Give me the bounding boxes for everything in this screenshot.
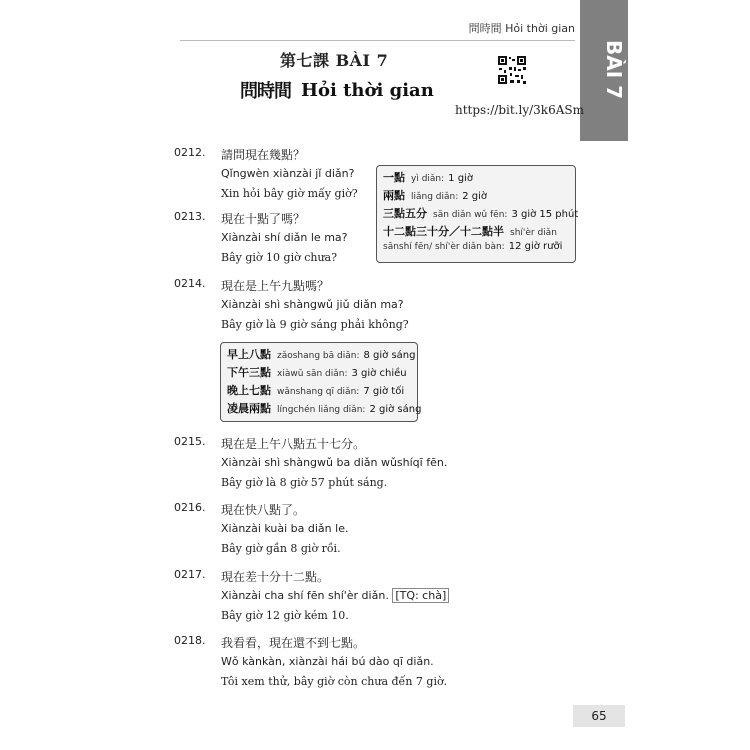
vocab-chinese: 十二點三十分／十二點半 [383, 225, 504, 238]
vocab-chinese: 兩點 [383, 189, 405, 202]
entry-chinese: 現在是上午八點五十七分。 [221, 437, 366, 451]
page-number: 65 [573, 705, 625, 727]
header-divider [180, 40, 575, 41]
qr-code-icon[interactable] [497, 55, 527, 85]
entry-pinyin: Xiànzài kuài ba diǎn le. [221, 522, 349, 535]
vocab-pinyin: língchén liǎng diǎn: [277, 405, 366, 415]
vocab-vietnamese: 7 giờ tối [363, 386, 405, 397]
vocab-vietnamese: 2 giờ [462, 191, 488, 202]
entry-pinyin-text: Xiànzài cha shí fēn shí'èr diǎn. [221, 589, 389, 602]
entry-chinese: 現在十點了嗎？ [221, 212, 306, 226]
vocab-row [227, 382, 411, 400]
vocab-vietnamese: 2 giờ sáng [369, 404, 422, 415]
entry-number: 0212. [174, 146, 206, 159]
entry-vietnamese: Bây giờ gần 8 giờ rồi. [221, 542, 341, 555]
entry-pinyin: Xiànzài shí diǎn le ma? [221, 231, 348, 244]
vocab-pinyin: sānshí fēn/ shí'èr diǎn bàn: [383, 242, 505, 252]
vocab-chinese: 凌晨兩點 [227, 402, 271, 415]
lesson-audio-link[interactable]: https://bit.ly/3k6ASm [455, 103, 584, 117]
entry-chinese: 現在是上午九點嗎？ [221, 279, 330, 293]
entry-number: 0217. [174, 568, 206, 581]
vocab-pinyin: liǎng diǎn: [411, 192, 459, 202]
vocab-row [227, 364, 411, 382]
vocab-pinyin: wǎnshang qī diǎn: [277, 387, 360, 397]
vocab-pinyin: shí'èr diǎn [510, 228, 557, 238]
entry-chinese: 請問現在幾點？ [221, 148, 306, 162]
side-tab-label: BÀI 7 [602, 40, 626, 100]
entry-pinyin: Xiànzài shì shàngwǔ jiǔ diǎn ma? [221, 298, 404, 311]
lesson-title [240, 77, 434, 103]
taiwan-pronunciation-note: [TQ: chà] [392, 588, 449, 603]
lesson-title-chinese: 問時間 [240, 81, 291, 102]
vocab-pinyin: zǎoshang bā diǎn: [277, 351, 360, 361]
vocab-row [227, 346, 416, 364]
vocabulary-box [376, 165, 579, 263]
vocab-row [383, 205, 579, 223]
lesson-title-vietnamese: Hỏi thời gian [301, 79, 434, 101]
entry-chinese: 我看看，現在還不到七點。 [221, 636, 366, 650]
entry-vietnamese: Bây giờ là 9 giờ sáng phải không? [221, 318, 409, 331]
entry-vietnamese: Bây giờ 12 giờ kém 10. [221, 609, 349, 622]
vocab-row [383, 241, 569, 259]
entry-pinyin: Qǐngwèn xiànzài jǐ diǎn? [221, 167, 355, 180]
entry-number: 0213. [174, 210, 206, 223]
vocab-chinese: 一點 [383, 171, 405, 184]
entry-vietnamese: Bây giờ là 8 giờ 57 phút sáng. [221, 476, 388, 489]
vocab-pinyin: yì diǎn: [411, 174, 445, 184]
vocab-pinyin: sān diǎn wǔ fēn: [433, 210, 508, 220]
entry-number: 0218. [174, 634, 206, 647]
vocab-vietnamese: 1 giờ [448, 173, 473, 184]
entry-vietnamese: Tôi xem thử, bây giờ còn chưa đến 7 giờ. [221, 675, 448, 688]
vocab-chinese: 三點五分 [383, 207, 427, 220]
vocab-row [383, 187, 569, 205]
vocab-row [383, 223, 569, 241]
vocabulary-box [220, 342, 422, 422]
entry-vietnamese: Xin hỏi bây giờ mấy giờ? [221, 187, 358, 200]
entry-pinyin [221, 589, 449, 602]
running-header: 問時間 Hỏi thời gian [468, 22, 575, 35]
entry-chinese: 現在快八點了。 [221, 503, 306, 517]
vocab-row [383, 169, 569, 187]
vocab-vietnamese: 8 giờ sáng [363, 350, 416, 361]
entry-chinese: 現在差十分十二點。 [221, 570, 330, 584]
vocab-row [227, 400, 422, 418]
vocab-chinese: 下午三點 [227, 366, 271, 379]
entry-number: 0215. [174, 435, 206, 448]
vocab-chinese: 早上八點 [227, 348, 271, 361]
entry-vietnamese: Bây giờ 10 giờ chưa? [221, 251, 337, 264]
vocab-vietnamese: 12 giờ rưỡi [508, 241, 563, 252]
entry-number: 0216. [174, 501, 206, 514]
vocab-chinese: 晚上七點 [227, 384, 271, 397]
entry-number: 0214. [174, 277, 206, 290]
entry-pinyin: Wǒ kànkàn, xiànzài hái bú dào qī diǎn. [221, 655, 434, 668]
lesson-heading: 第七課 BÀI 7 [280, 51, 389, 70]
vocab-pinyin: xiàwǔ sān diǎn: [277, 369, 348, 379]
vocab-vietnamese: 3 giờ 15 phút [511, 209, 579, 220]
vocab-vietnamese: 3 giờ chiều [351, 368, 407, 379]
entry-pinyin: Xiànzài shì shàngwǔ ba diǎn wǔshíqī fēn. [221, 456, 448, 469]
